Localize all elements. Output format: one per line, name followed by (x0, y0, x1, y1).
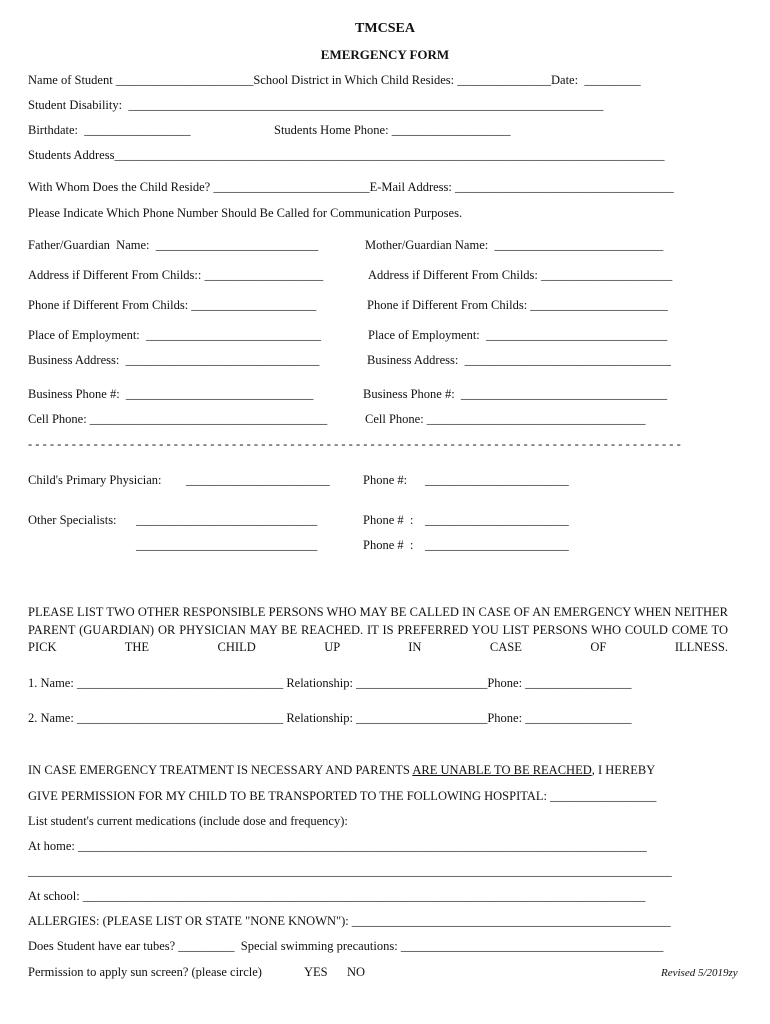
father-cell-line[interactable]: Cell Phone: ______________________________________ (28, 412, 328, 426)
contact-2-line[interactable]: 2. Name: _________________________________ Relationship: _____________________Phone: _________________ (28, 711, 632, 725)
father-address-line[interactable]: Address if Different From Childs:: ___________________ (28, 268, 324, 282)
reside-email-line[interactable]: With Whom Does the Child Reside? _________________________E-Mail Address: ___________________________________ (28, 180, 674, 194)
specialist-phone-label-1: Phone # : (363, 513, 414, 527)
mother-address-line[interactable]: Address if Different From Childs: _____________________ (368, 268, 673, 282)
specialist-phone-label-2: Phone # : (363, 538, 414, 552)
student-name-line[interactable]: Name of Student ______________________School District in Which Child Resides: _______________Date: _________ (28, 73, 641, 87)
consent-text-start: IN CASE EMERGENCY TREATMENT IS NECESSARY AND PARENTS (28, 763, 413, 777)
specialists-label: Other Specialists: (28, 513, 117, 527)
mother-name-line[interactable]: Mother/Guardian Name: ___________________________ (365, 238, 664, 252)
mother-cell-line[interactable]: Cell Phone: ___________________________________ (365, 412, 646, 426)
student-address-line[interactable]: Students Address________________________________________________________________________________________ (28, 148, 665, 162)
phone-note: Please Indicate Which Phone Number Should Be Called for Communication Purposes. (28, 206, 463, 220)
contact-1-line[interactable]: 1. Name: _________________________________ Relationship: _____________________Phone: _________________ (28, 676, 632, 690)
mother-business-address-line[interactable]: Business Address: _________________________________ (367, 353, 671, 367)
sunscreen-no-option[interactable]: NO (347, 965, 366, 979)
medications-label: List student's current medications (include dose and frequency): (28, 814, 348, 828)
contacts-instructions: PLEASE LIST TWO OTHER RESPONSIBLE PERSONS WHO MAY BE CALLED IN CASE OF AN EMERGENCY WHEN NEITHER PARENT (GUARDIAN) OR PHYSICIAN MAY BE REACHED. IT IS PREFERRED YOU LIST PERSONS WHO COULD COME TO PICK THE CHILD UP IN CASE OF ILLNESS. (28, 605, 728, 654)
consent-text-underlined: ARE UNABLE TO BE REACHED (412, 763, 592, 777)
medications-at-school-line[interactable]: At school: __________________________________________________________________________________________ (28, 889, 646, 903)
consent-line-1 (28, 764, 655, 777)
org-title: TMCSEA (355, 21, 415, 36)
physician-phone-label: Phone #: (363, 473, 408, 487)
mother-employment-line[interactable]: Place of Employment: _____________________________ (368, 328, 668, 342)
medications-blank-line[interactable]: _______________________________________________________________________________________________________ (28, 864, 672, 878)
father-employment-line[interactable]: Place of Employment: ____________________________ (28, 328, 322, 342)
father-phone-line[interactable]: Phone if Different From Childs: ____________________ (28, 298, 317, 312)
consent-text-end: , I HEREBY (591, 763, 656, 777)
allergies-line[interactable]: ALLERGIES: (PLEASE LIST OR STATE "NONE KNOWN"): ___________________________________________________ (28, 914, 671, 928)
father-name-line[interactable]: Father/Guardian Name: __________________________ (28, 238, 319, 252)
physician-phone-line[interactable]: _______________________ (425, 473, 569, 487)
sunscreen-yes-option[interactable]: YES (304, 965, 328, 979)
physician-line[interactable]: _______________________ (186, 473, 330, 487)
specialist-phone-line-1[interactable]: _______________________ (425, 513, 569, 527)
hospital-line[interactable]: GIVE PERMISSION FOR MY CHILD TO BE TRANSPORTED TO THE FOLLOWING HOSPITAL: _________________ (28, 789, 657, 803)
sunscreen-label: Permission to apply sun screen? (please circle) (28, 965, 262, 979)
father-business-address-line[interactable]: Business Address: _______________________________ (28, 353, 320, 367)
revision-note: Revised 5/2019zy (661, 967, 738, 979)
student-disability-line[interactable]: Student Disability: ____________________________________________________________________________ (28, 98, 604, 112)
specialist-phone-line-2[interactable]: _______________________ (425, 538, 569, 552)
home-phone-line[interactable]: Students Home Phone: ___________________ (274, 123, 511, 137)
specialist-line-2[interactable]: _____________________________ (136, 538, 318, 552)
physician-label: Child's Primary Physician: (28, 473, 162, 487)
specialist-line-1[interactable]: _____________________________ (136, 513, 318, 527)
medications-at-home-line[interactable]: At home: ___________________________________________________________________________________________ (28, 839, 647, 853)
ear-tubes-swimming-line[interactable]: Does Student have ear tubes? _________ Special swimming precautions: __________________________________________ (28, 939, 664, 953)
birthdate-line[interactable]: Birthdate: _________________ (28, 123, 191, 137)
father-business-phone-line[interactable]: Business Phone #: ______________________________ (28, 387, 314, 401)
section-divider: - - - - - - - - - - - - - - - - - - - - - - - - - - - - - - - - - - - - - - - - - - - - - - - - - - - - - - - - - - - - - - - - - - - - - - - - - - - - - - - - - - - - - - - - - - (28, 438, 681, 451)
form-title: EMERGENCY FORM (320, 47, 450, 62)
mother-business-phone-line[interactable]: Business Phone #: _________________________________ (363, 387, 668, 401)
mother-phone-line[interactable]: Phone if Different From Childs: ______________________ (367, 298, 668, 312)
